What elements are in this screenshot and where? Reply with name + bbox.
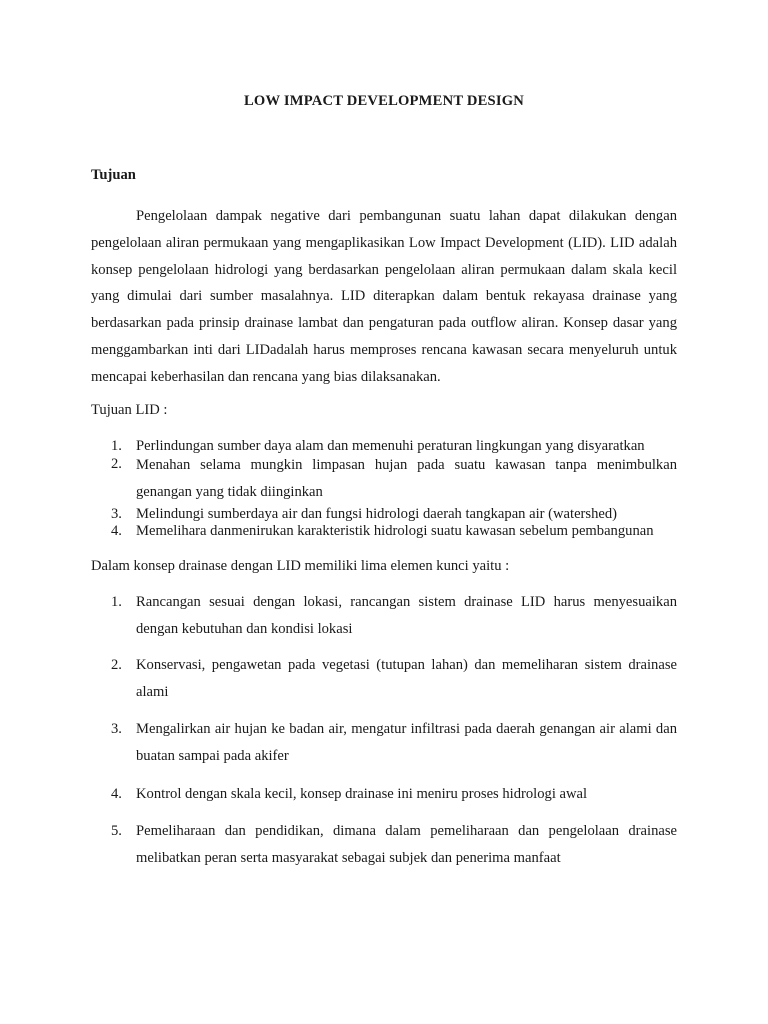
document-title: LOW IMPACT DEVELOPMENT DESIGN [243, 93, 525, 109]
list-item [91, 456, 677, 506]
list-item-number: 3. [111, 721, 122, 737]
section-heading: Tujuan [91, 167, 136, 183]
list-item-number: 1. [111, 594, 122, 610]
list-item-number: 2. [111, 657, 122, 673]
list-item-number: 4. [111, 523, 122, 540]
list-item-number: 1. [111, 438, 122, 454]
list-item-text: Mengalirkan air hujan ke badan air, mengatur infiltrasi pada daerah genangan air alami dan buatan sampai pada akifer [136, 721, 677, 764]
list-item-number: 5. [111, 823, 122, 839]
intro-paragraph: Pengelolaan dampak negative dari pembangunan suatu lahan dapat dilakukan dengan pengelolaan aliran permukaan yang mengaplikasikan Low Impact Development (LID). LID adalah konsep pengelolaan hidrologi yang berdasarkan pengelolaan aliran permukaan dalam skala kecil yang dimulai dari sumber masalahnya. LID diterapkan dalam bentuk rekayasa drainase yang berdasarkan pada prinsip drainase lambat dan pengaturan pada outflow aliran. Konsep dasar yang menggambarkan inti dari LIDadalah harus memproses rencana kawasan secara menyeluruh untuk mencapai keberhasilan dan rencana yang bias dilaksanakan. [91, 208, 677, 385]
list-item-text: Pemeliharaan dan pendidikan, dimana dalam pemeliharaan dan pengelolaan drainase melibatkan peran serta masyarakat sebagai subjek dan penerima manfaat [136, 823, 677, 866]
list-item-number: 4. [111, 786, 122, 802]
list-item-text: Kontrol dengan skala kecil, konsep drainase ini meniru proses hidrologi awal [136, 786, 588, 802]
elemen-label: Dalam konsep drainase dengan LID memiliki lima elemen kunci yaitu : [91, 558, 510, 574]
tujuan-list [91, 438, 677, 541]
list-item [91, 818, 677, 872]
list-item-text: Melindungi sumberdaya air dan fungsi hidrologi daerah tangkapan air (watershed) [136, 505, 618, 522]
list-item [91, 781, 677, 808]
list-item-text: Perlindungan sumber daya alam dan memenuhi peraturan lingkungan yang disyaratkan [136, 438, 645, 454]
list-item [91, 716, 677, 770]
list-item-text: Konservasi, pengawetan pada vegetasi (tutupan lahan) dan memeliharan sistem drainase alami [136, 657, 677, 700]
list-item-text: Rancangan sesuai dengan lokasi, rancangan sistem drainase LID harus menyesuaikan dengan kebutuhan dan kondisi lokasi [136, 594, 677, 637]
tujuan-label: Tujuan LID : [91, 402, 168, 418]
list-item [91, 523, 677, 541]
list-item [91, 589, 677, 643]
list-item-text: Menahan selama mungkin limpasan hujan pada suatu kawasan tanpa menimbulkan genangan yang tidak diinginkan [136, 456, 677, 500]
list-item-text: Memelihara danmenirukan karakteristik hidrologi suatu kawasan sebelum pembangunan [136, 523, 654, 540]
list-item [91, 506, 677, 524]
list-item-number: 3. [111, 505, 122, 522]
list-item [91, 652, 677, 706]
list-item-number: 2. [111, 455, 122, 472]
